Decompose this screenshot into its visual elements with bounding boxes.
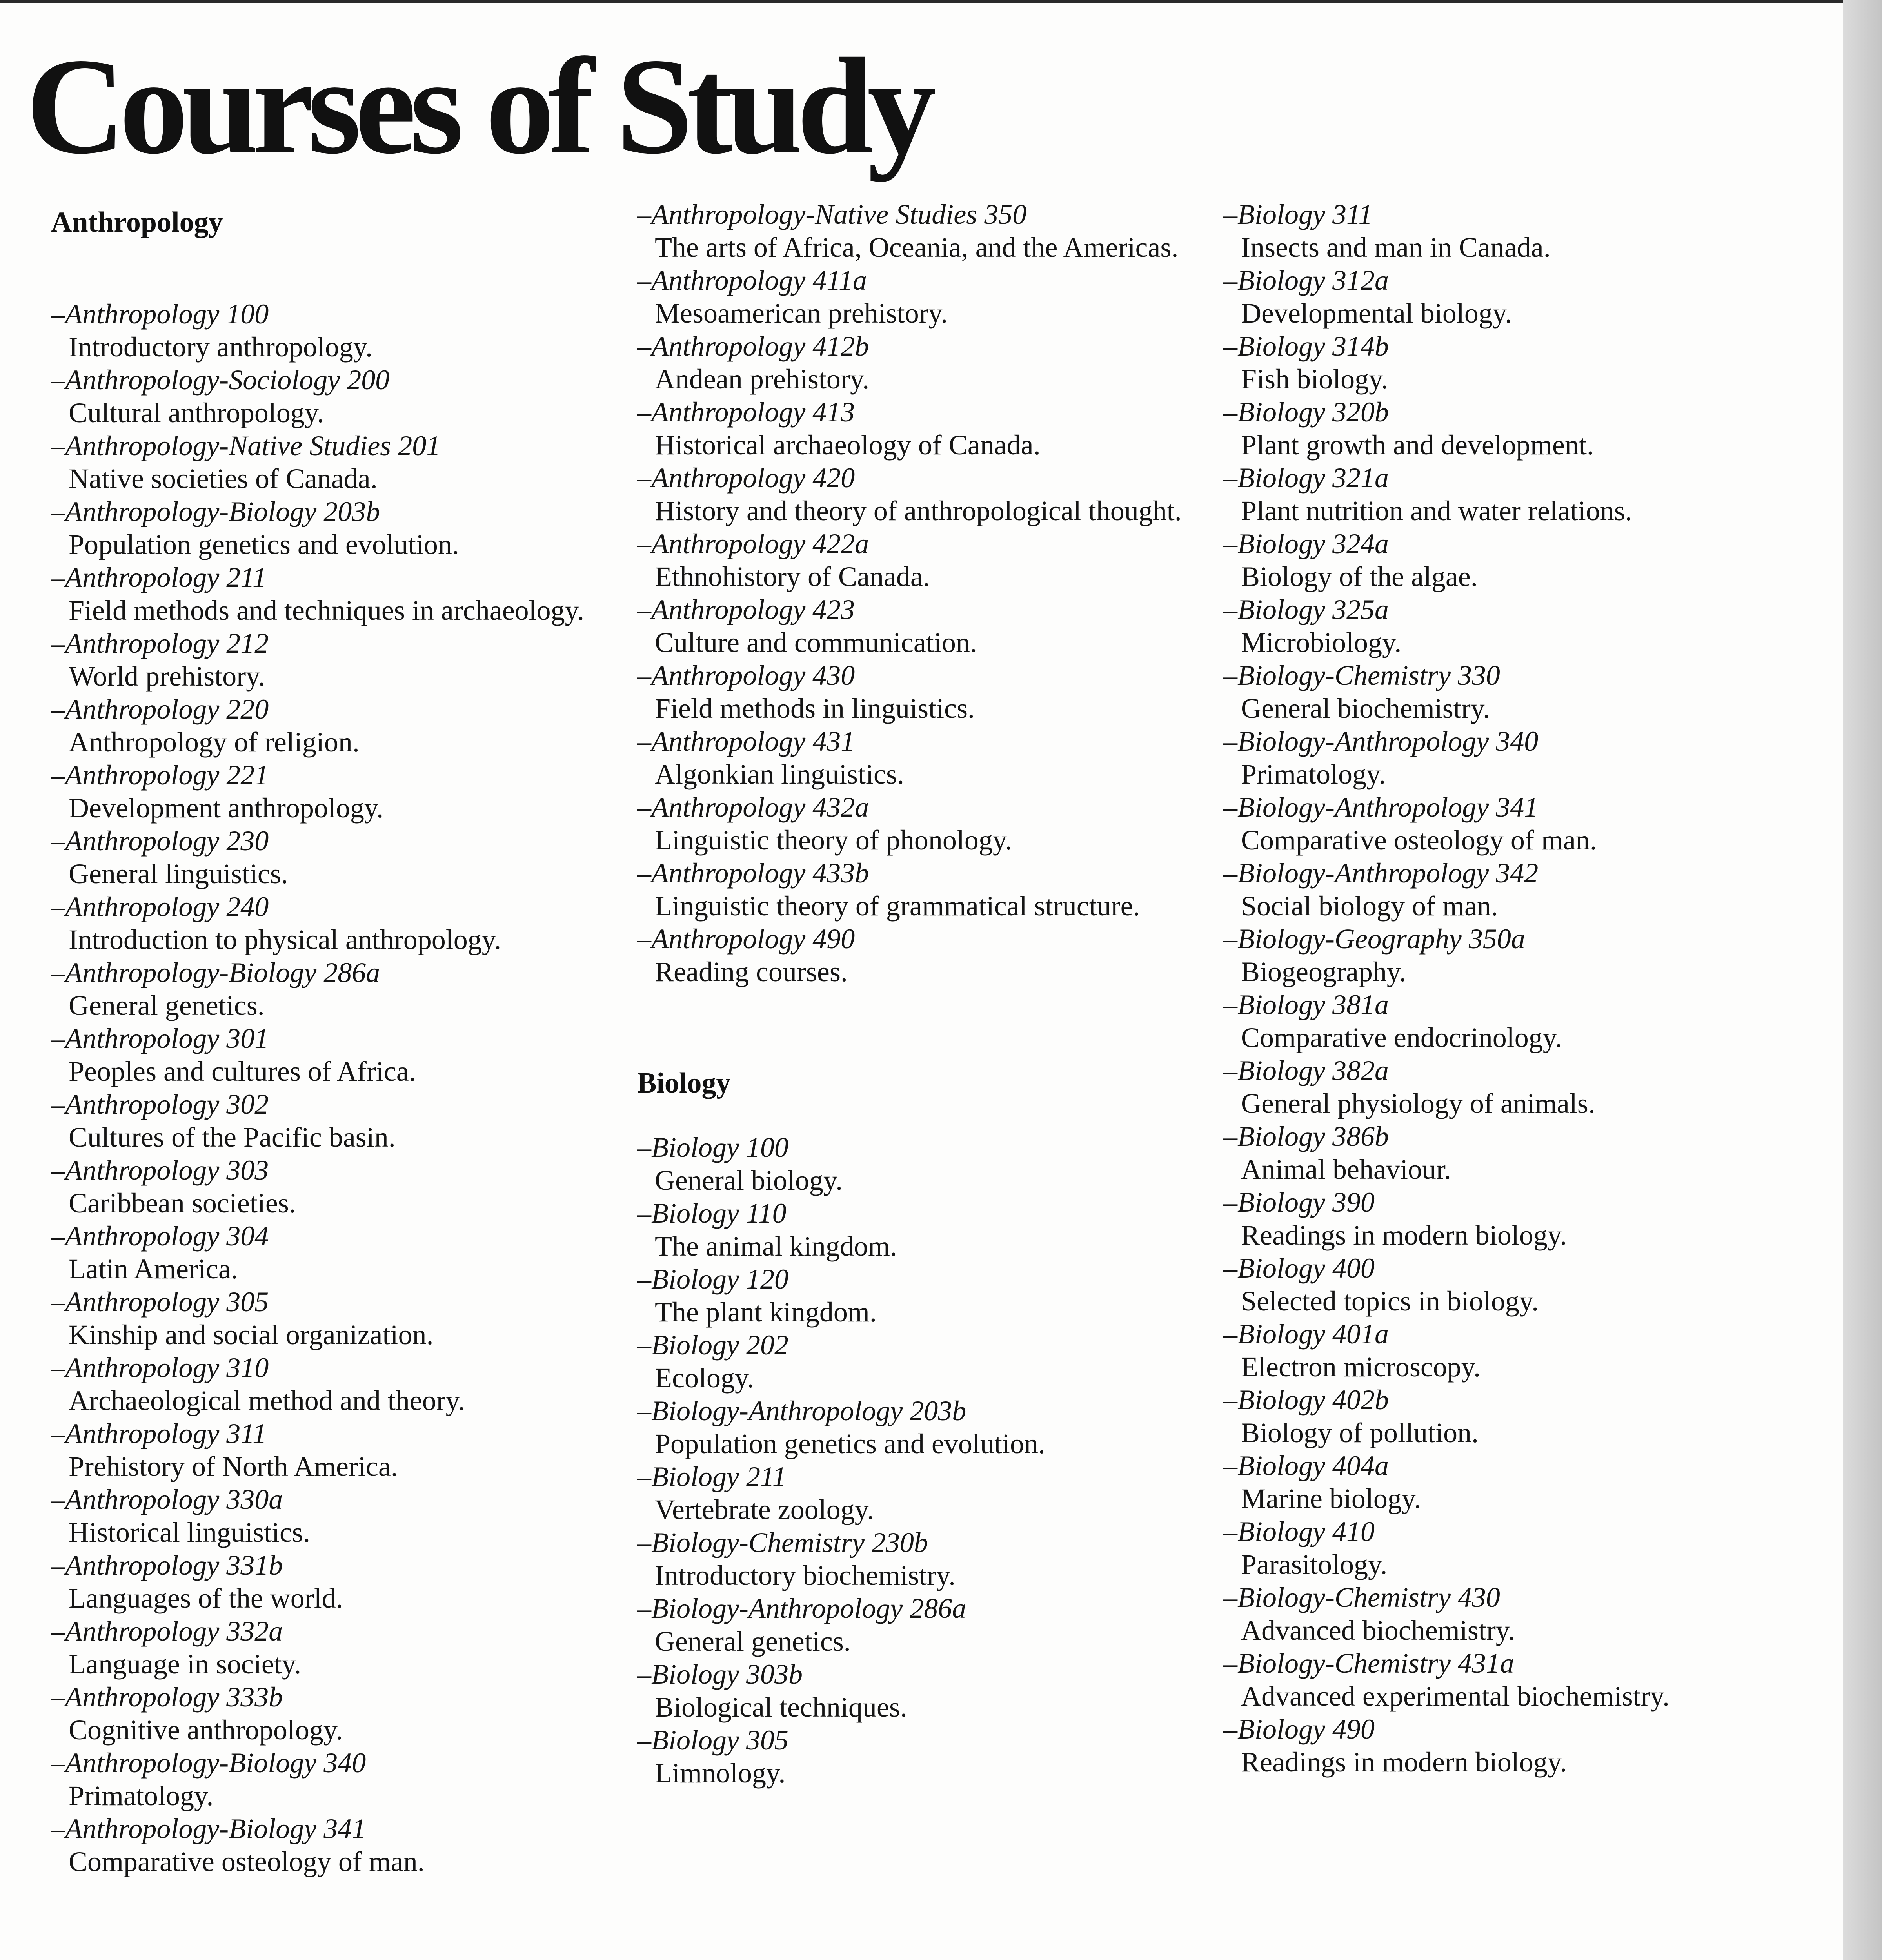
course-entry: [637, 1592, 1210, 1658]
course-entry: [1223, 659, 1796, 725]
course-code: –Anthropology 240: [51, 891, 269, 922]
course-code: –Anthropology 303: [51, 1154, 269, 1186]
course-entry: [1223, 264, 1796, 330]
course-title: Vertebrate zoology.: [655, 1494, 874, 1525]
course-title: Primatology.: [1241, 759, 1386, 790]
course-code: –Anthropology 411a: [637, 265, 867, 296]
course-code: –Biology 120: [637, 1263, 788, 1295]
top-rule: [0, 0, 1882, 3]
course-code: –Anthropology-Native Studies 201: [51, 430, 441, 461]
course-entry: [1223, 1449, 1796, 1515]
course-entry: [51, 429, 623, 495]
course-code: –Anthropology 433b: [637, 857, 869, 889]
course-title: The animal kingdom.: [655, 1230, 897, 1262]
course-entry: [637, 857, 1210, 922]
course-code: –Anthropology 430: [637, 660, 855, 691]
course-title: Animal behaviour.: [1241, 1154, 1451, 1185]
course-title: Fish biology.: [1241, 363, 1388, 395]
course-entry: [637, 1460, 1210, 1526]
course-code: –Biology 100: [637, 1132, 788, 1163]
course-entry: [637, 1131, 1210, 1197]
course-code: –Anthropology 305: [51, 1286, 269, 1318]
course-entry: [1223, 791, 1796, 857]
course-title: General biochemistry.: [1241, 693, 1490, 724]
course-code: –Anthropology-Sociology 200: [51, 364, 390, 396]
course-title: Plant growth and development.: [1241, 429, 1594, 461]
course-entry: [51, 1483, 623, 1549]
course-code: –Anthropology-Biology 341: [51, 1813, 366, 1844]
course-title: Social biology of man.: [1241, 890, 1498, 922]
course-entry: [637, 527, 1210, 593]
course-entry: [51, 1088, 623, 1154]
course-entry: [1223, 988, 1796, 1054]
course-title: Reading courses.: [655, 956, 848, 987]
course-code: –Biology 110: [637, 1198, 787, 1229]
course-title: Introduction to physical anthropology.: [69, 924, 501, 955]
course-entry: [1223, 1647, 1796, 1713]
course-title: Advanced biochemistry.: [1241, 1615, 1515, 1646]
course-entry: [1223, 527, 1796, 593]
course-code: –Anthropology 212: [51, 628, 269, 659]
course-entry: [51, 693, 623, 759]
course-code: –Anthropology-Native Studies 350: [637, 199, 1027, 230]
course-entry: [51, 956, 623, 1022]
course-title: Introductory anthropology.: [69, 331, 373, 363]
course-title: Limnology.: [655, 1757, 786, 1789]
course-entry: [51, 495, 623, 561]
course-title: Peoples and cultures of Africa.: [69, 1056, 416, 1087]
course-title: General physiology of animals.: [1241, 1088, 1595, 1119]
course-title: Population genetics and evolution.: [655, 1428, 1045, 1459]
course-title: Development anthropology.: [69, 792, 384, 824]
course-code: –Anthropology 310: [51, 1352, 269, 1383]
course-entry: [637, 461, 1210, 527]
course-code: –Anthropology 221: [51, 759, 269, 791]
course-entry: [51, 627, 623, 693]
course-entry: [637, 659, 1210, 725]
course-title: Kinship and social organization.: [69, 1319, 434, 1350]
course-entry: [637, 791, 1210, 857]
course-code: –Biology-Anthropology 340: [1223, 726, 1539, 757]
course-code: –Biology-Chemistry 431a: [1223, 1648, 1514, 1679]
course-title: Biogeography.: [1241, 956, 1406, 987]
course-code: –Biology-Anthropology 341: [1223, 791, 1539, 823]
course-title: Developmental biology.: [1241, 298, 1512, 329]
course-entry: [637, 198, 1210, 264]
course-code: –Anthropology 490: [637, 923, 855, 955]
course-code: –Biology 404a: [1223, 1450, 1389, 1481]
course-code: –Biology-Anthropology 286a: [637, 1593, 966, 1624]
course-title: Field methods and techniques in archaeology.: [69, 595, 584, 626]
course-code: –Biology 490: [1223, 1713, 1375, 1745]
course-entry: [51, 759, 623, 824]
course-title: Language in society.: [69, 1648, 302, 1680]
course-code: –Biology 410: [1223, 1516, 1375, 1547]
course-entry: [1223, 857, 1796, 922]
course-title: Parasitology.: [1241, 1549, 1388, 1580]
course-code: –Biology 312a: [1223, 265, 1389, 296]
course-code: –Anthropology 332a: [51, 1615, 283, 1647]
course-title: Linguistic theory of grammatical structure.: [655, 890, 1140, 922]
section-heading-anthropology: Anthropology: [51, 206, 223, 238]
course-entry: [51, 1417, 623, 1483]
course-title: Marine biology.: [1241, 1483, 1421, 1514]
course-title: Microbiology.: [1241, 627, 1402, 658]
course-title: Archaeological method and theory.: [69, 1385, 465, 1416]
course-title: World prehistory.: [69, 661, 265, 692]
course-code: –Biology-Geography 350a: [1223, 923, 1525, 955]
course-entry: [1223, 1054, 1796, 1120]
course-code: –Anthropology 420: [637, 462, 855, 494]
course-code: –Biology-Anthropology 342: [1223, 857, 1539, 889]
course-title: Caribbean societies.: [69, 1187, 296, 1219]
course-title: Advanced experimental biochemistry.: [1241, 1681, 1669, 1712]
course-code: –Biology 324a: [1223, 528, 1389, 559]
course-code: –Anthropology 423: [637, 594, 855, 625]
course-code: –Anthropology 230: [51, 825, 269, 857]
course-title: Latin America.: [69, 1253, 238, 1285]
course-entry: [637, 330, 1210, 396]
course-code: –Anthropology 220: [51, 693, 269, 725]
course-entry: [1223, 1318, 1796, 1383]
course-code: –Biology 311: [1223, 199, 1373, 230]
course-title: Linguistic theory of phonology.: [655, 824, 1012, 856]
course-entry: [1223, 593, 1796, 659]
course-entry: [637, 593, 1210, 659]
course-entry: [1223, 1383, 1796, 1449]
course-entry: [51, 1615, 623, 1681]
course-title: Cognitive anthropology.: [69, 1714, 343, 1746]
course-title: General biology.: [655, 1165, 843, 1196]
course-title: Historical linguistics.: [69, 1517, 310, 1548]
course-entry: [1223, 198, 1796, 264]
course-entry: [51, 1746, 623, 1812]
course-code: –Anthropology 302: [51, 1089, 269, 1120]
course-title: Field methods in linguistics.: [655, 693, 975, 724]
course-title: Native societies of Canada.: [69, 463, 378, 494]
course-code: –Anthropology 301: [51, 1023, 269, 1054]
course-code: –Anthropology 304: [51, 1220, 269, 1252]
course-title: Readings in modern biology.: [1241, 1220, 1567, 1251]
course-entry: [1223, 1186, 1796, 1252]
section-heading-biology: Biology: [637, 1067, 731, 1099]
course-code: –Anthropology 330a: [51, 1484, 283, 1515]
course-code: –Anthropology 431: [637, 726, 855, 757]
course-entry: [637, 396, 1210, 461]
course-entry: [51, 561, 623, 627]
course-code: –Biology 202: [637, 1329, 788, 1361]
course-entry: [637, 1328, 1210, 1394]
course-list-biology-col3: [1223, 198, 1796, 1779]
course-code: –Biology 303b: [637, 1659, 803, 1690]
course-code: –Anthropology 331b: [51, 1550, 283, 1581]
course-title: Cultures of the Pacific basin.: [69, 1122, 396, 1153]
column-3: [1223, 198, 1796, 1779]
course-title: Historical archaeology of Canada.: [655, 429, 1041, 461]
course-title: Mesoamerican prehistory.: [655, 298, 948, 329]
course-entry: [51, 298, 623, 363]
course-entry: [1223, 1581, 1796, 1647]
course-title: Biology of the algae.: [1241, 561, 1478, 592]
course-entry: [637, 1394, 1210, 1460]
course-entry: [1223, 1120, 1796, 1186]
course-entry: [1223, 1515, 1796, 1581]
course-entry: [637, 1263, 1210, 1328]
course-code: –Biology 325a: [1223, 594, 1389, 625]
course-entry: [637, 922, 1210, 988]
course-title: Biological techniques.: [655, 1691, 907, 1723]
course-title: General genetics.: [655, 1626, 851, 1657]
course-title: History and theory of anthropological thought.: [655, 495, 1182, 526]
course-entry: [51, 1220, 623, 1285]
course-list-anthropology-col2: [637, 198, 1210, 988]
course-title: Readings in modern biology.: [1241, 1746, 1567, 1778]
course-code: –Anthropology 422a: [637, 528, 869, 559]
course-code: –Anthropology 333b: [51, 1681, 283, 1713]
course-entry: [51, 1351, 623, 1417]
course-entry: [51, 1681, 623, 1746]
course-title: Primatology.: [69, 1780, 214, 1811]
course-title: Introductory biochemistry.: [655, 1560, 956, 1591]
course-entry: [51, 1285, 623, 1351]
course-code: –Biology 390: [1223, 1187, 1375, 1218]
course-entry: [637, 264, 1210, 330]
course-code: –Biology 314b: [1223, 330, 1389, 362]
course-code: –Biology 401a: [1223, 1318, 1389, 1350]
course-entry: [51, 363, 623, 429]
course-code: –Biology 402b: [1223, 1384, 1389, 1416]
course-code: –Biology-Chemistry 430: [1223, 1582, 1500, 1613]
course-entry: [1223, 1252, 1796, 1318]
course-entry: [51, 1022, 623, 1088]
course-entry: [1223, 396, 1796, 461]
course-title: Electron microscopy.: [1241, 1351, 1481, 1383]
course-entry: [637, 1658, 1210, 1724]
course-title: The arts of Africa, Oceania, and the Americas.: [655, 232, 1179, 263]
course-code: –Biology 211: [637, 1461, 787, 1492]
course-code: –Anthropology 311: [51, 1418, 267, 1449]
course-code: –Biology 305: [637, 1724, 788, 1756]
course-entry: [1223, 461, 1796, 527]
course-title: Ecology.: [655, 1362, 754, 1394]
course-code: –Biology 382a: [1223, 1055, 1389, 1086]
course-code: –Biology 381a: [1223, 989, 1389, 1020]
course-list-anthropology-col1: [51, 298, 623, 1878]
course-code: –Biology-Anthropology 203b: [637, 1395, 966, 1426]
course-code: –Anthropology 100: [51, 298, 269, 330]
course-title: Comparative osteology of man.: [1241, 824, 1597, 856]
course-title: The plant kingdom.: [655, 1296, 877, 1328]
course-code: –Biology 321a: [1223, 462, 1389, 494]
course-title: Prehistory of North America.: [69, 1451, 398, 1482]
course-title: Plant nutrition and water relations.: [1241, 495, 1632, 526]
course-entry: [51, 824, 623, 890]
course-title: Ethnohistory of Canada.: [655, 561, 930, 592]
course-title: General linguistics.: [69, 858, 288, 889]
course-title: Cultural anthropology.: [69, 397, 324, 428]
section-gap: [637, 988, 1210, 1067]
course-code: –Anthropology 412b: [637, 330, 869, 362]
course-entry: [637, 725, 1210, 791]
course-title: Culture and communication.: [655, 627, 977, 658]
course-title: Biology of pollution.: [1241, 1417, 1479, 1448]
course-entry: [1223, 1713, 1796, 1779]
course-code: –Anthropology 413: [637, 396, 855, 428]
course-code: –Anthropology-Biology 286a: [51, 957, 380, 988]
course-code: –Anthropology-Biology 340: [51, 1747, 366, 1779]
course-title: General genetics.: [69, 990, 265, 1021]
course-list-biology-col2: [637, 1131, 1210, 1789]
course-code: –Anthropology 432a: [637, 791, 869, 823]
page-title: Courses of Study: [26, 30, 930, 183]
course-entry: [1223, 725, 1796, 791]
course-title: Anthropology of religion.: [69, 726, 360, 758]
course-entry: [637, 1724, 1210, 1789]
course-entry: [1223, 330, 1796, 396]
page-edge-shadow: [1843, 0, 1882, 1960]
course-entry: [51, 1549, 623, 1615]
course-title: Andean prehistory.: [655, 363, 870, 395]
course-entry: [1223, 922, 1796, 988]
column-2: [637, 198, 1210, 1789]
course-code: –Anthropology-Biology 203b: [51, 496, 380, 527]
column-1: [51, 206, 623, 1878]
course-code: –Biology 386b: [1223, 1121, 1389, 1152]
course-title: Insects and man in Canada.: [1241, 232, 1551, 263]
course-title: Comparative osteology of man.: [69, 1846, 425, 1877]
course-title: Languages of the world.: [69, 1583, 343, 1614]
course-code: –Biology-Chemistry 230b: [637, 1527, 928, 1558]
course-code: –Biology-Chemistry 330: [1223, 660, 1500, 691]
course-entry: [51, 1154, 623, 1220]
course-code: –Biology 400: [1223, 1252, 1375, 1284]
course-entry: [51, 890, 623, 956]
course-entry: [51, 1812, 623, 1878]
course-title: Algonkian linguistics.: [655, 759, 904, 790]
course-title: Comparative endocrinology.: [1241, 1022, 1562, 1053]
course-code: –Biology 320b: [1223, 396, 1389, 428]
course-code: –Anthropology 211: [51, 562, 267, 593]
course-entry: [637, 1197, 1210, 1263]
course-title: Selected topics in biology.: [1241, 1285, 1539, 1317]
course-entry: [637, 1526, 1210, 1592]
course-title: Population genetics and evolution.: [69, 529, 459, 560]
